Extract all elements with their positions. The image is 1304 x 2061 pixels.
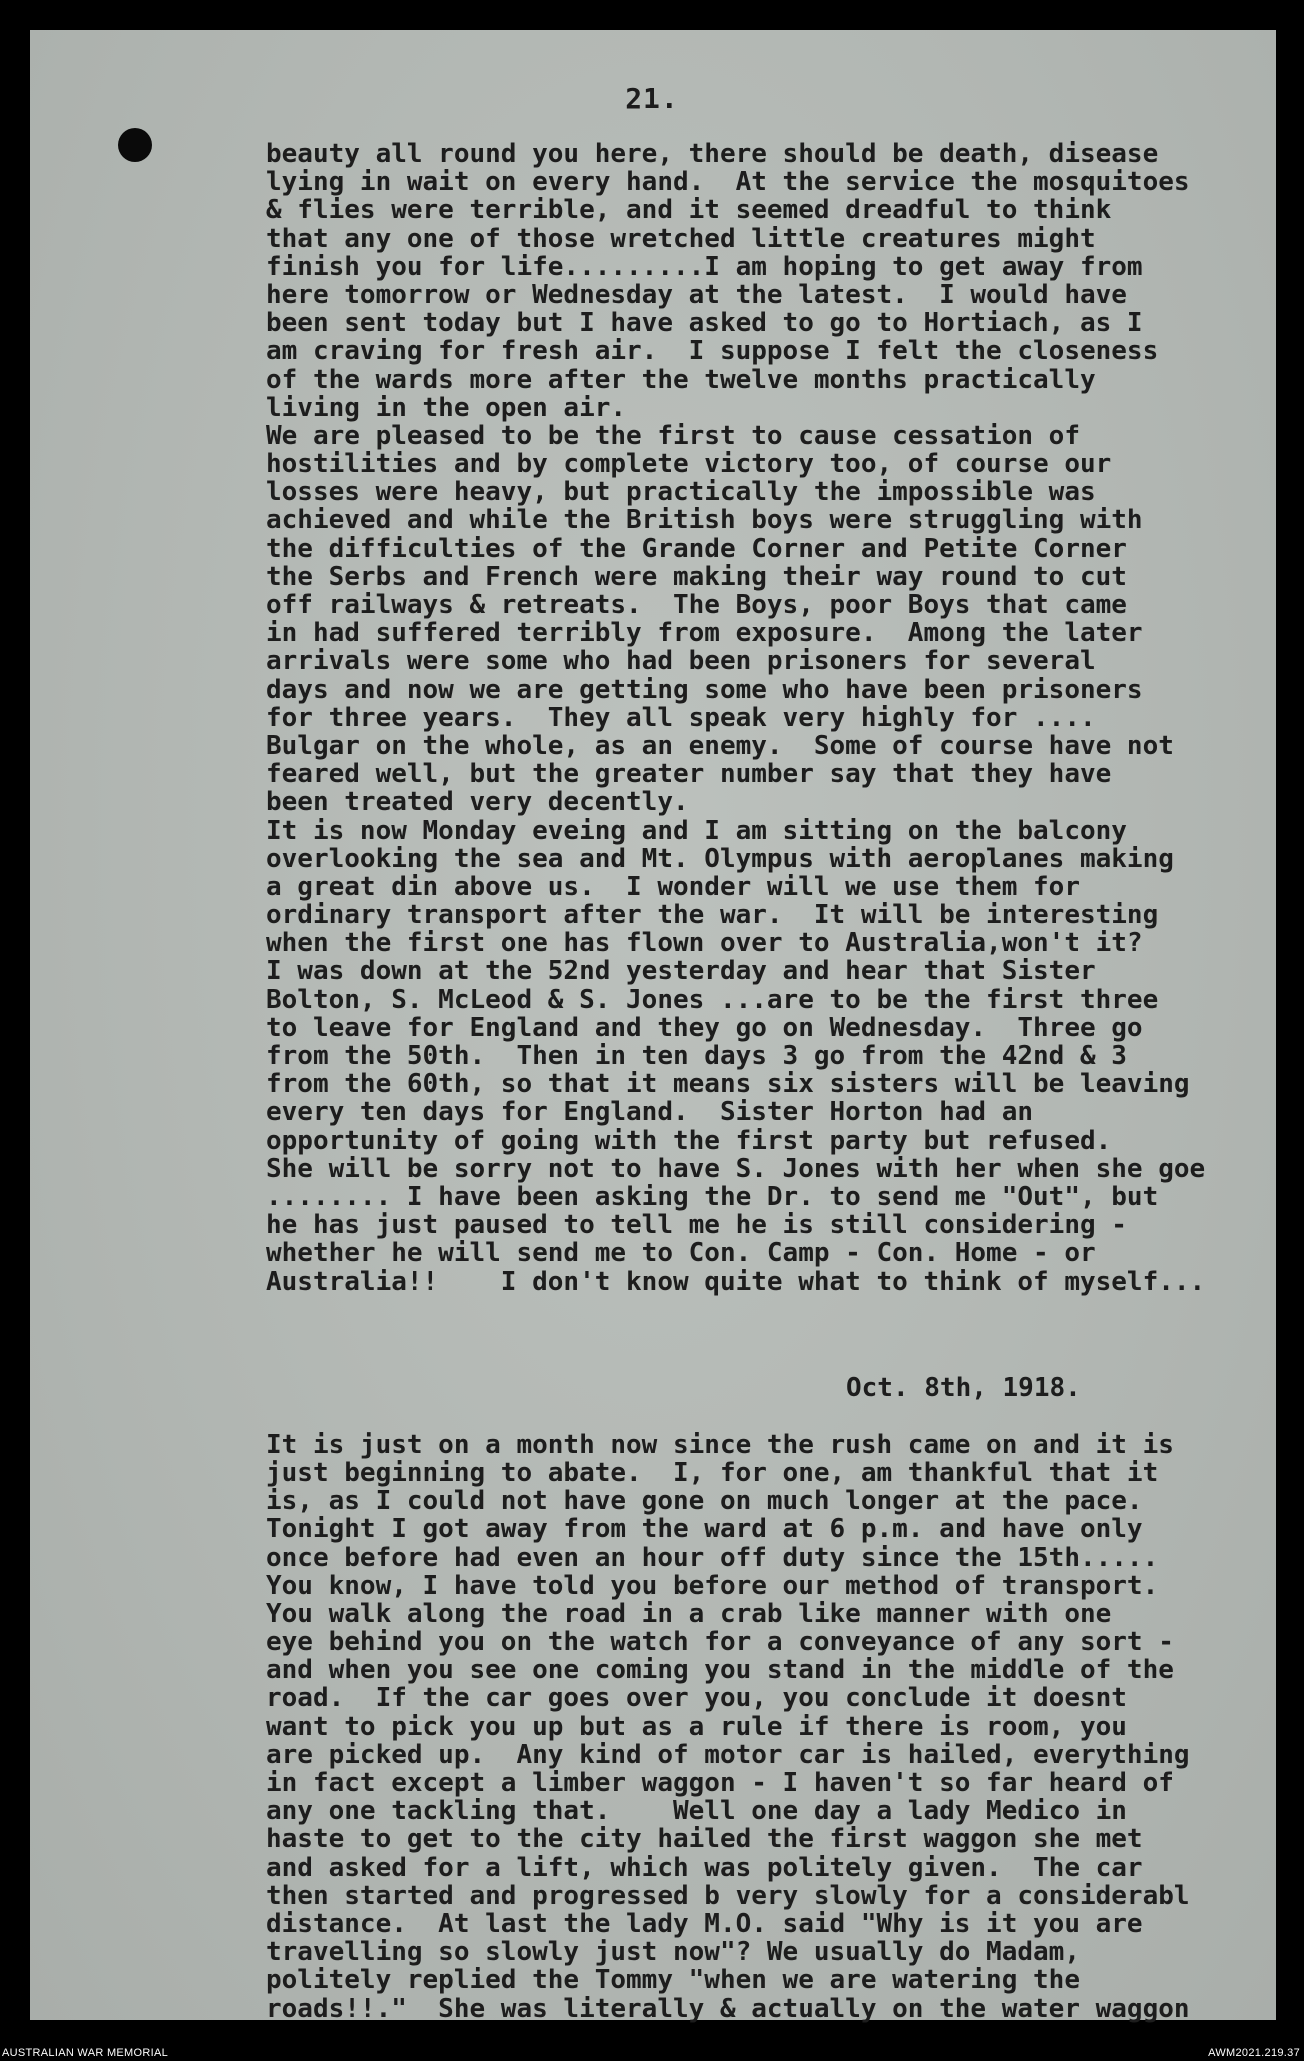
- text-line: whether he will send me to Con. Camp - Con. Home - or: [266, 1238, 1096, 1269]
- text-line: am craving for fresh air. I suppose I felt the closeness: [266, 336, 1159, 367]
- text-line: It is just on a month now since the rush came on and it is: [266, 1429, 1174, 1460]
- text-line: lying in wait on every hand. At the service the mosquitoes: [266, 167, 1190, 198]
- text-line: Bolton, S. McLeod & S. Jones ...are to be the first three: [266, 984, 1159, 1015]
- text-line: roads!!." She was literally & actually on the water waggon: [266, 1993, 1190, 2023]
- text-line: and when you see one coming you stand in the middle of the: [266, 1655, 1174, 1686]
- text-line: of the wards more after the twelve months practically: [266, 364, 1096, 395]
- text-line: finish you for life.........I am hoping to get away from: [266, 251, 1143, 282]
- letter-text-section-1: [266, 140, 1276, 1296]
- text-line: You know, I have told you before our method of transport.: [266, 1570, 1159, 1601]
- text-line: been sent today but I have asked to go to Hortiach, as I: [266, 308, 1143, 339]
- text-line: eye behind you on the watch for a conveyance of any sort -: [266, 1627, 1174, 1658]
- text-line: road. If the car goes over you, you conclude it doesnt: [266, 1683, 1127, 1714]
- text-line: hostilities and by complete victory too, of course our: [266, 449, 1112, 480]
- text-line: distance. At last the lady M.O. said "Why is it you are: [266, 1908, 1143, 1939]
- text-line: in fact except a limber waggon - I haven't so far heard of: [266, 1768, 1174, 1799]
- text-line: a great din above us. I wonder will we use them for: [266, 871, 1080, 902]
- text-line: to leave for England and they go on Wednesday. Three go: [266, 1012, 1143, 1043]
- text-line: We are pleased to be the first to cause cessation of: [266, 420, 1080, 451]
- text-line: arrivals were some who had been prisoners for several: [266, 646, 1096, 677]
- punch-hole: [118, 128, 152, 162]
- text-line: travelling so slowly just now"? We usually do Madam,: [266, 1937, 1080, 1968]
- text-line: I was down at the 52nd yesterday and hear that Sister: [266, 956, 1096, 987]
- text-line: in had suffered terribly from exposure. Among the later: [266, 618, 1143, 649]
- text-line: Australia!! I don't know quite what to think of myself...: [266, 1266, 1206, 1296]
- text-line: here tomorrow or Wednesday at the latest. I would have: [266, 279, 1127, 310]
- text-line: losses were heavy, but practically the impossible was: [266, 477, 1096, 508]
- text-line: any one tackling that. Well one day a lady Medico in: [266, 1796, 1127, 1827]
- text-line: just beginning to abate. I, for one, am thankful that it: [266, 1457, 1159, 1488]
- text-line: once before had even an hour off duty since the 15th.....: [266, 1542, 1159, 1573]
- text-line: every ten days for England. Sister Horton had an: [266, 1097, 1034, 1128]
- text-line: ........ I have been asking the Dr. to send me "Out", but: [266, 1181, 1159, 1212]
- text-line: want to pick you up but as a rule if there is room, you: [266, 1711, 1127, 1742]
- text-line: opportunity of going with the first party but refused.: [266, 1125, 1112, 1156]
- letter-text-section-2: [266, 1318, 1276, 2023]
- footer-reference: AWM2021.219.37: [1208, 2047, 1300, 2059]
- text-line: It is now Monday eveing and I am sitting on the balcony: [266, 815, 1127, 846]
- text-line: ordinary transport after the war. It will be interesting: [266, 900, 1159, 931]
- text-line: feared well, but the greater number say that they have: [266, 759, 1112, 790]
- text-line: is, as I could not have gone on much longer at the pace.: [266, 1486, 1143, 1517]
- text-line: the difficulties of the Grande Corner and Petite Corner: [266, 533, 1127, 564]
- text-line: are picked up. Any kind of motor car is hailed, everything: [266, 1739, 1190, 1770]
- text-line: You walk along the road in a crab like manner with one: [266, 1598, 1112, 1629]
- text-line: Tonight I got away from the ward at 6 p.m. and have only: [266, 1514, 1143, 1545]
- text-line: he has just paused to tell me he is still considering -: [266, 1210, 1127, 1241]
- text-line: and asked for a lift, which was politely given. The car: [266, 1852, 1143, 1883]
- text-line: the Serbs and French were making their way round to cut: [266, 561, 1127, 592]
- letter-date: Oct. 8th, 1918.: [846, 1373, 1081, 1404]
- text-line: from the 60th, so that it means six sisters will be leaving: [266, 1069, 1190, 1100]
- text-line: politely replied the Tommy "when we are watering the: [266, 1965, 1080, 1996]
- text-line: been treated very decently.: [266, 787, 689, 818]
- page-number: 21.: [625, 82, 679, 115]
- text-line: that any one of those wretched little creatures might: [266, 223, 1096, 254]
- text-line: for three years. They all speak very highly for ....: [266, 702, 1096, 733]
- text-line: overlooking the sea and Mt. Olympus with aeroplanes making: [266, 843, 1174, 874]
- text-line: & flies were terrible, and it seemed dreadful to think: [266, 195, 1112, 226]
- text-line: from the 50th. Then in ten days 3 go from the 42nd & 3: [266, 1041, 1127, 1071]
- text-line: living in the open air.: [266, 392, 627, 423]
- text-line: She will be sorry not to have S. Jones with her when she goe: [266, 1153, 1206, 1184]
- footer-archive-name: AUSTRALIAN WAR MEMORIAL: [2, 2047, 169, 2059]
- text-line: days and now we are getting some who have been prisoners: [266, 674, 1143, 705]
- text-line: beauty all round you here, there should be death, disease: [266, 140, 1159, 169]
- text-line: haste to get to the city hailed the first waggon she met: [266, 1824, 1143, 1855]
- text-line: then started and progressed b very slowly for a considerabl: [266, 1880, 1190, 1911]
- text-line: achieved and while the British boys were struggling with: [266, 505, 1143, 536]
- text-line: Bulgar on the whole, as an enemy. Some of course have not: [266, 730, 1174, 761]
- text-line: when the first one has flown over to Australia,won't it?: [266, 928, 1143, 959]
- text-line: off railways & retreats. The Boys, poor Boys that came: [266, 590, 1127, 620]
